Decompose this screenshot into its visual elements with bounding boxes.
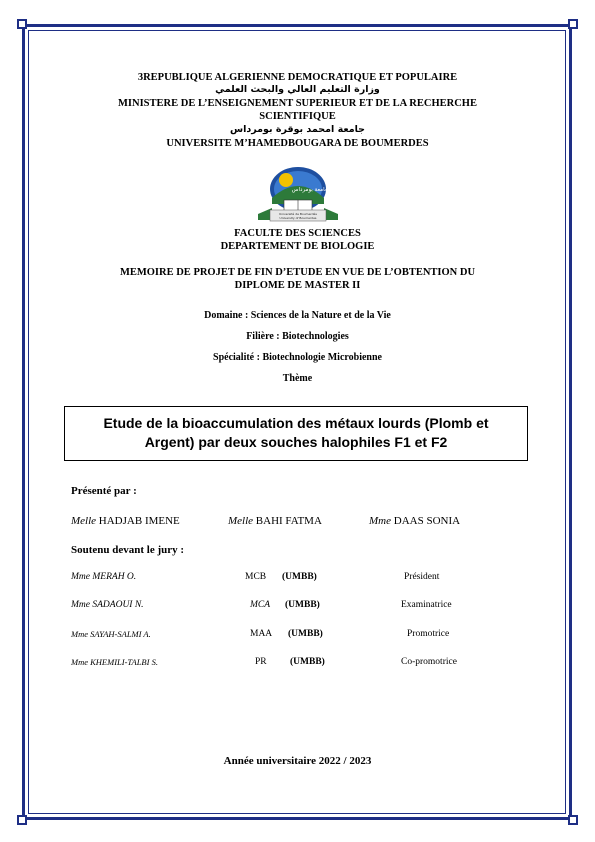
jury-member-role: Co-promotrice (401, 657, 457, 667)
border-corner-bottom-left (17, 815, 27, 825)
jury-label: Soutenu devant le jury : (71, 544, 185, 556)
border-corner-bottom-right (568, 815, 578, 825)
jury-member-name: Mme SADAOUI N. (71, 600, 144, 610)
student-3 (369, 515, 460, 527)
faculty-name: FACULTE DES SCIENCES (234, 228, 361, 239)
student-1-title: Melle (71, 515, 97, 527)
logo-label-en: University of Boumerdes (279, 216, 317, 220)
student-2-title: Melle (228, 515, 254, 527)
student-3-title: Mme (369, 515, 391, 527)
university-logo (256, 164, 340, 222)
presented-by-label: Présenté par : (71, 485, 137, 497)
student-1 (71, 515, 180, 527)
border-corner-top-right (568, 19, 578, 29)
jury-member-institution: (UMBB) (288, 629, 323, 639)
jury-member-name: Mme KHEMILI-TALBI S. (71, 657, 158, 667)
filiere: Filière : Biotechnologies (246, 331, 349, 342)
thesis-title-line2: Argent) par deux souches halophiles F1 et F2 (144, 434, 448, 450)
logo-label-arabic: جامعة بومرداس (291, 187, 329, 193)
student-2-name: BAHI FATMA (255, 515, 322, 527)
jury-member-institution: (UMBB) (285, 600, 320, 610)
jury-member-grade: MCB (245, 572, 267, 582)
jury-member-role: Promotrice (407, 629, 450, 639)
student-2 (228, 515, 322, 527)
jury-member-grade: MAA (250, 629, 273, 639)
student-1-name: HADJAB IMENE (98, 515, 180, 527)
memoire-line1: MEMOIRE DE PROJET DE FIN D’ETUDE EN VUE DE L’OBTENTION DU (119, 267, 476, 278)
jury-member-role: Président (404, 572, 440, 582)
jury-member-grade: PR (255, 657, 267, 667)
thesis-title-box (64, 406, 528, 461)
border-corner-top-left (17, 19, 27, 29)
department-name: DEPARTEMENT DE BIOLOGIE (220, 241, 375, 252)
student-3-name: DAAS SONIA (393, 515, 461, 527)
memoire-line2: DIPLOME DE MASTER II (234, 280, 361, 291)
header-republique: 3REPUBLIQUE ALGERIENNE DEMOCRATIQUE ET POPULAIRE (137, 72, 458, 83)
jury-member-name: Mme MERAH O. (71, 572, 137, 582)
domaine: Domaine : Sciences de la Nature et de la Vie (204, 310, 391, 321)
header-ministry-line1: MINISTERE DE L’ENSEIGNEMENT SUPERIEUR ET DE LA RECHERCHE (118, 98, 477, 109)
jury-member-institution: (UMBB) (282, 572, 317, 582)
jury-member-grade: MCA (250, 600, 271, 610)
jury-member-role: Examinatrice (401, 600, 452, 610)
thesis-title-line1: Etude de la bioaccumulation des métaux lourds (Plomb et (103, 415, 489, 431)
specialite: Spécialité : Biotechnologie Microbienne (213, 352, 382, 363)
logo-label-fr: Université de Boumerdès (279, 212, 317, 216)
logo-sun (279, 173, 293, 187)
theme-label: Thème (282, 373, 313, 384)
jury-member-name: Mme SAYAH-SALMI A. (71, 629, 151, 639)
header-university: UNIVERSITE M’HAMEDBOUGARA DE BOUMERDES (166, 138, 429, 149)
academic-year: Année universitaire 2022 / 2023 (223, 755, 372, 767)
jury-member-institution: (UMBB) (290, 657, 325, 667)
header-ministry-arabic: وزارة التعليم العالي والبحث العلمي (215, 84, 380, 95)
header-ministry-line2: SCIENTIFIQUE (259, 111, 336, 122)
header-university-arabic: جامعة امحمد بوقرة بومرداس (230, 124, 365, 135)
